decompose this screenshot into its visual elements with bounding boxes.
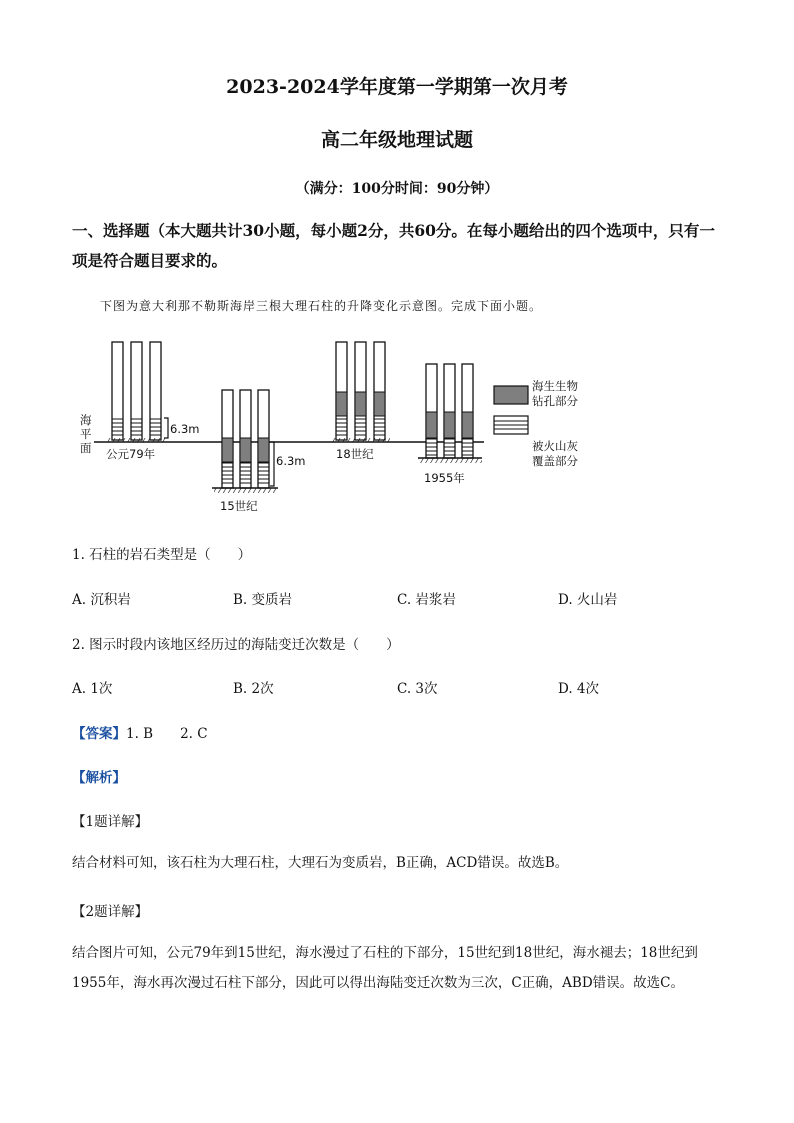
detail1-text: 结合材料可知，该石柱为大理石柱，大理石为变质岩，B正确，ACD错误。故选B。 <box>72 855 569 871</box>
q2-option-c: C. 3次 <box>397 681 438 697</box>
detail1-heading: 【1题详解】 <box>72 814 149 830</box>
stage-label-1955: 1955年 <box>424 471 465 485</box>
q1-option-a: A. 沉积岩 <box>72 592 131 608</box>
pillar-group-79ad <box>108 342 168 442</box>
stage-label-18c: 18世纪 <box>336 447 374 461</box>
stage-label-15c: 15世纪 <box>220 499 258 513</box>
question-2-stem: 2. 图示时段内该地区经历过的海陆变迁次数是（ ） <box>72 637 400 653</box>
q1-option-b: B. 变质岩 <box>233 592 293 608</box>
q2-option-a: A. 1次 <box>72 681 113 697</box>
detail2-heading: 【2题详解】 <box>72 904 149 920</box>
question-1-stem: 1. 石柱的岩石类型是（ ） <box>72 547 252 563</box>
sea-level-label-1: 海 <box>80 413 92 427</box>
height-label-2: 6.3m <box>276 454 306 468</box>
pillar-group-1955 <box>418 364 482 463</box>
exam-score-time: （满分：100分时间：90分钟） <box>295 181 499 197</box>
sea-level-label-2: 平 <box>80 427 92 441</box>
analysis-line <box>72 766 126 786</box>
stage-label-79ad: 公元79年 <box>106 447 156 461</box>
answer-tag: 【答案】 <box>72 726 126 742</box>
legend-bored-line1: 海生生物 <box>532 379 578 393</box>
material-intro: 下图为意大利那不勒斯海岸三根大理石柱的升降变化示意图。完成下面小题。 <box>100 299 543 313</box>
legend-bored-swatch <box>494 386 528 404</box>
pillar-group-15c <box>212 390 278 493</box>
legend-bored-line2: 钻孔部分 <box>532 394 578 408</box>
pillar-group-18c <box>332 342 390 442</box>
answer-line <box>72 722 208 742</box>
pillar-diagram <box>72 330 612 520</box>
q2-option-d: D. 4次 <box>558 681 600 697</box>
exam-title: 2023-2024学年度第一学期第一次月考 <box>226 76 568 98</box>
section-heading: 一、选择题（本大题共计30小题，每小题2分，共60分。在每小题给出的四个选项中，只有一项是符合题目要求的。 <box>72 221 715 270</box>
legend-ash-line1: 被火山灰 <box>532 439 578 453</box>
height-label-1: 6.3m <box>170 422 200 436</box>
q1-option-c: C. 岩浆岩 <box>397 592 456 608</box>
analysis-tag: 【解析】 <box>72 770 126 786</box>
legend <box>494 379 578 468</box>
exam-subject-title: 高二年级地理试题 <box>320 129 473 151</box>
answer-text: 1. B 2. C <box>126 726 208 742</box>
legend-ash-line2: 覆盖部分 <box>532 454 578 468</box>
detail2-text: 结合图片可知，公元79年到15世纪，海水漫过了石柱的下部分，15世纪到18世纪，海水褪去；18世纪到1955年，海水再次漫过石柱下部分，因此可以得出海陆变迁次数为三次，C正确，ABD错误。故选C。 <box>72 945 698 991</box>
sea-level-label-3: 面 <box>80 441 92 455</box>
q2-option-b: B. 2次 <box>233 681 274 697</box>
q1-option-d: D. 火山岩 <box>558 592 618 608</box>
